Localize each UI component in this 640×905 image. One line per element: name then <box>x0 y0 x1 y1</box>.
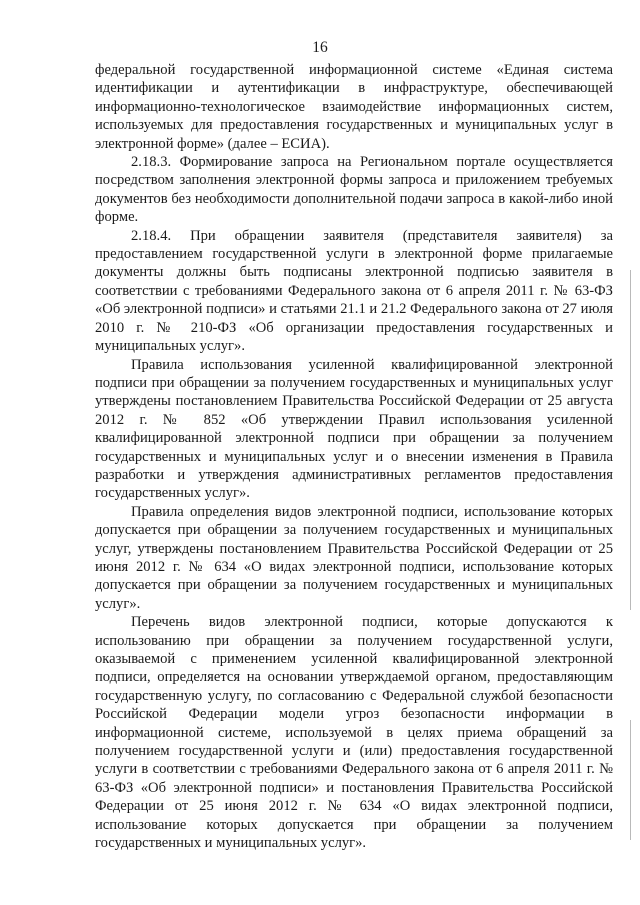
document-body <box>95 61 613 852</box>
paragraph-signature-types-rules: Правила определения видов электронной подписи, использование которых допускается при обращении за получением государственных и муниципальных услуг, утверждены постановлением Правительства Российской Федерации от 25 июня 2012 г. № 634 «О видах электронной подписи, использование которых допускается при обращении за получением государственных и муниципальных услуг». <box>95 503 613 612</box>
paragraph-qualified-signature-rules: Правила использования усиленной квалифицированной электронной подписи при обращении за получением государственных и муниципальных услуг утверждены постановлением Правительства Российской Федерации от 25 августа 2012 г. № 852 «Об утверждении Правил использования усиленной квалифицированной электронной подписи при обращении за получением государственных и муниципальных услуг и о внесении изменения в Правила разработки и утверждения административных регламентов предоставления государственных услуг». <box>95 356 613 502</box>
paragraph-2-18-4: 2.18.4. При обращении заявителя (представителя заявителя) за предоставлением государственной услуги в электронной форме прилагаемые документы должны быть подписаны электронной подписью заявителя в соответствии с требованиями Федерального закона от 6 апреля 2011 г. № 63-ФЗ «Об электронной подписи» и статьями 21.1 и 21.2 Федерального закона от 27 июля 2010 г. № 210-ФЗ «Об организации предоставления государственных и муниципальных услуг». <box>95 227 613 355</box>
paragraph-2-18-3: 2.18.3. Формирование запроса на Региональном портале осуществляется посредством заполнения электронной формы запроса и приложением требуемых документов без необходимости дополнительной подачи запроса в какой-либо иной форме. <box>95 154 613 226</box>
scan-edge-line <box>630 270 631 610</box>
page-number: 16 <box>312 39 328 56</box>
paragraph-esia-continuation: федеральной государственной информационной системе «Единая система идентификации и аутентификации в инфраструктуре, обеспечивающей информационно-технологическое взаимодействие информационных систем, используемых для предоставления государственных и муниципальных услуг в электронной форме» (далее – ЕСИА). <box>95 62 613 152</box>
paragraph-signature-types-list: Перечень видов электронной подписи, которые допускаются к использованию при обращении за получением государственной услуги, оказываемой с применением усиленной квалифицированной электронной подписи, определяется на основании утверждаемой органом, предоставляющим государственную услугу, по согласованию с Федеральной службой безопасности Российской Федерации модели угроз безопасности информации в информационной системе, используемой в целях приема обращений за получением государственной услуги и (или) предоставления государственной услуги в соответствии с требованиями Федерального закона от 6 апреля 2011 г. № 63-ФЗ «Об электронной подписи» и постановления Правительства Российской Федерации от 25 июня 2012 г. № 634 «О видах электронной подписи, использование которых допускается при обращении за получением государственных и муниципальных услуг». <box>95 614 613 852</box>
scan-edge-line <box>630 720 631 840</box>
